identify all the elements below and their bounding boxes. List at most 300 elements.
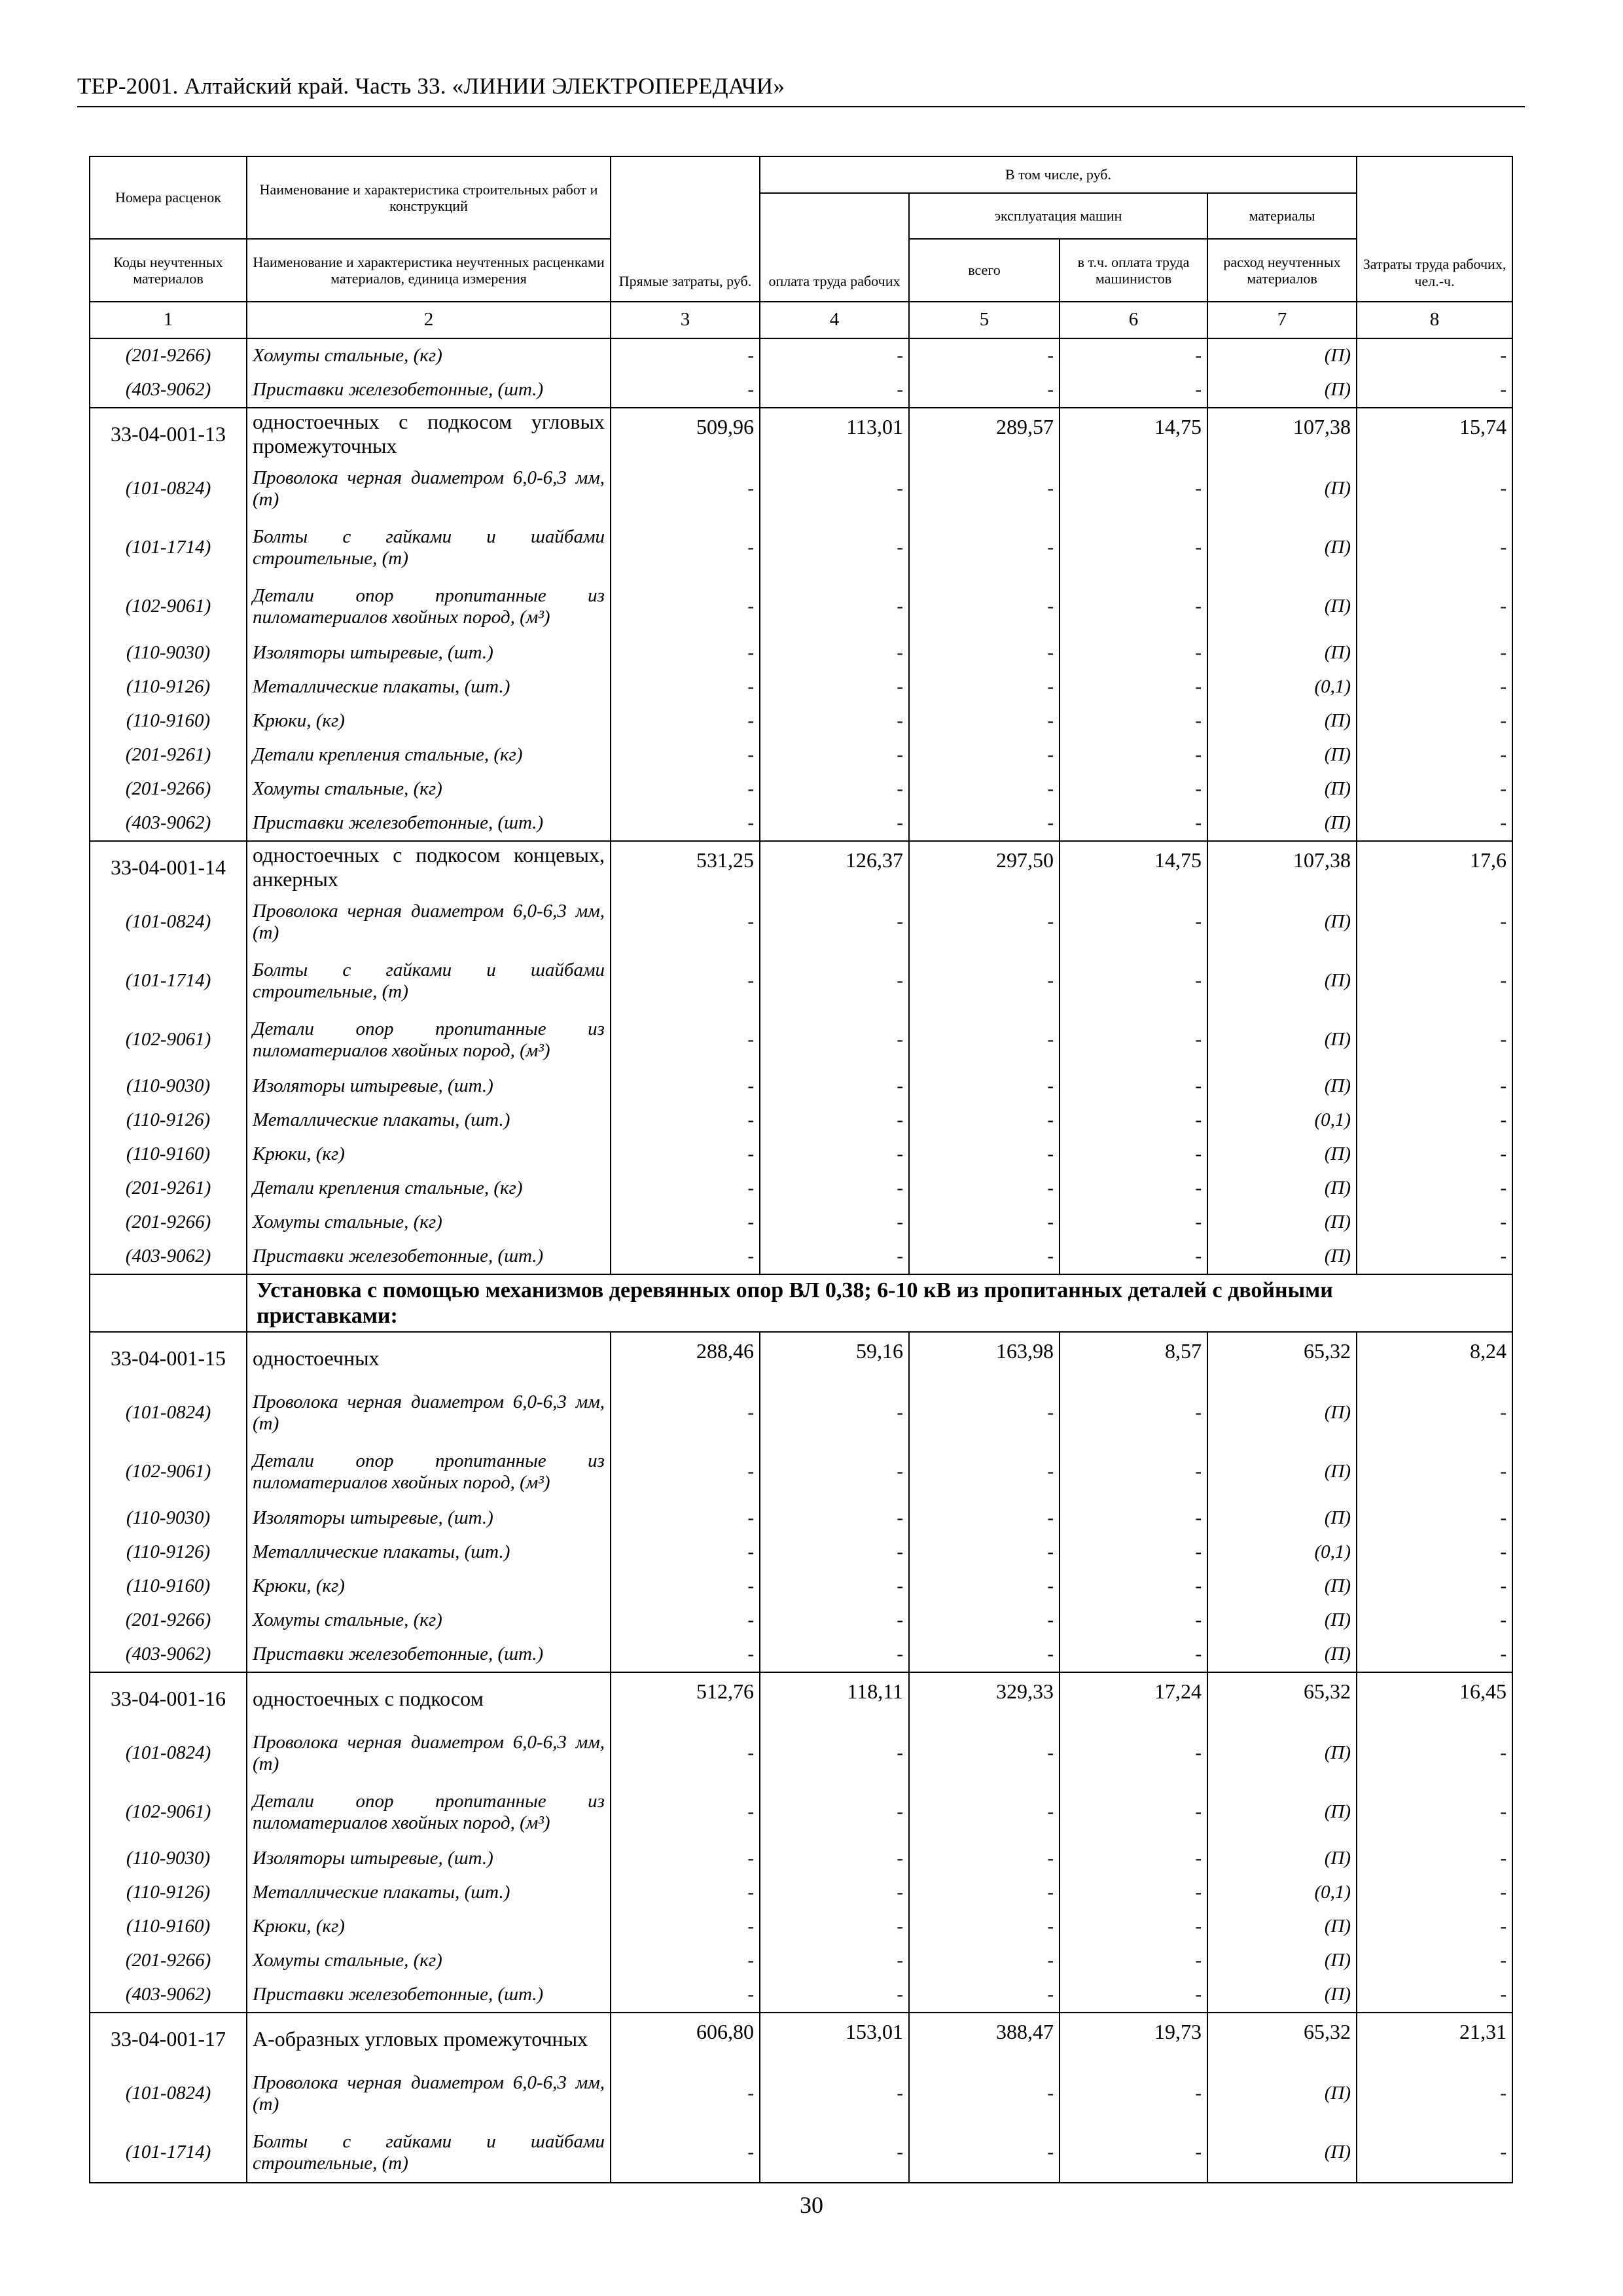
machines-cell: - [909, 1103, 1060, 1138]
materials-cell: (П) [1207, 893, 1357, 952]
wages-cell: 59,16 [760, 1332, 909, 1384]
material-name: Детали опор пропитанные из пиломатериалов хвойных пород, (м³) [247, 1783, 611, 1842]
labor-cell: - [1357, 1842, 1512, 1876]
wages-cell: - [760, 806, 909, 841]
machine-wages-cell: 17,24 [1060, 1672, 1207, 1724]
machines-cell: - [909, 1172, 1060, 1206]
direct-cost-cell: - [611, 1783, 760, 1842]
direct-cost-cell: - [611, 1384, 760, 1443]
material-code: (403-9062) [90, 806, 247, 841]
labor-cell: 8,24 [1357, 1332, 1512, 1384]
material-name: Болты с гайками и шайбами строительные, (т) [247, 952, 611, 1011]
labor-cell: - [1357, 1783, 1512, 1842]
material-row [90, 738, 1512, 772]
labor-cell: - [1357, 1876, 1512, 1910]
material-name: Приставки железобетонные, (шт.) [247, 1978, 611, 2013]
material-row [90, 459, 1512, 518]
materials-cell: (П) [1207, 1172, 1357, 1206]
machines-cell: - [909, 1842, 1060, 1876]
machines-cell: - [909, 772, 1060, 806]
labor-cell: - [1357, 1724, 1512, 1783]
materials-cell: (П) [1207, 459, 1357, 518]
machine-wages-cell: - [1060, 952, 1207, 1011]
machines-cell: - [909, 1501, 1060, 1535]
machines-cell: - [909, 338, 1060, 373]
wages-cell: - [760, 952, 909, 1011]
wages-cell: 153,01 [760, 2013, 909, 2064]
material-code: (110-9030) [90, 636, 247, 670]
labor-cell: - [1357, 952, 1512, 1011]
machine-wages-cell: 14,75 [1060, 841, 1207, 893]
wages-cell: - [760, 1978, 909, 2013]
material-code: (102-9061) [90, 1011, 247, 1069]
machine-wages-cell: - [1060, 738, 1207, 772]
column-number: 7 [1207, 302, 1357, 338]
material-row [90, 1944, 1512, 1978]
rate-row [90, 1672, 1512, 1724]
column-number: 2 [247, 302, 611, 338]
materials-cell: (П) [1207, 2123, 1357, 2183]
wages-cell: - [760, 1638, 909, 1672]
wages-cell: - [760, 1206, 909, 1240]
material-code: (201-9261) [90, 1172, 247, 1206]
material-name: Хомуты стальные, (кг) [247, 772, 611, 806]
wages-cell: - [760, 373, 909, 408]
machine-wages-cell: 14,75 [1060, 408, 1207, 459]
direct-cost-cell: - [611, 1103, 760, 1138]
material-row [90, 1876, 1512, 1910]
direct-cost-cell: - [611, 1011, 760, 1069]
labor-cell: - [1357, 1570, 1512, 1604]
header-work-name: Наименование и характеристика строительных работ и конструкций [247, 156, 611, 239]
labor-cell: - [1357, 1240, 1512, 1274]
wages-cell: - [760, 1570, 909, 1604]
wages-cell: - [760, 1103, 909, 1138]
labor-cell: - [1357, 1501, 1512, 1535]
materials-cell: (П) [1207, 2064, 1357, 2123]
material-code: (201-9261) [90, 738, 247, 772]
material-row [90, 577, 1512, 636]
rate-row [90, 841, 1512, 893]
machine-wages-cell: - [1060, 1910, 1207, 1944]
materials-cell: (П) [1207, 577, 1357, 636]
materials-cell: (П) [1207, 1978, 1357, 2013]
labor-cell: 17,6 [1357, 841, 1512, 893]
materials-cell: 107,38 [1207, 841, 1357, 893]
machines-cell: - [909, 1384, 1060, 1443]
header-material-codes: Коды неучтенных материалов [90, 239, 247, 302]
direct-cost-cell: - [611, 1570, 760, 1604]
material-row [90, 670, 1512, 704]
wages-cell: - [760, 1724, 909, 1783]
machine-wages-cell: - [1060, 704, 1207, 738]
rate-name: одностоечных с подкосом угловых промежуточных [247, 408, 611, 459]
rate-row [90, 408, 1512, 459]
machine-wages-cell: - [1060, 670, 1207, 704]
labor-cell: - [1357, 1944, 1512, 1978]
labor-cell: - [1357, 670, 1512, 704]
direct-cost-cell: - [611, 1069, 760, 1103]
material-name: Болты с гайками и шайбами строительные, (т) [247, 518, 611, 577]
material-code: (201-9266) [90, 772, 247, 806]
wages-cell: - [760, 1172, 909, 1206]
wages-cell: - [760, 1138, 909, 1172]
machine-wages-cell: - [1060, 1172, 1207, 1206]
header-labor: Затраты труда рабочих, чел.-ч. [1357, 156, 1512, 302]
direct-cost-cell: - [611, 1978, 760, 2013]
material-name: Приставки железобетонные, (шт.) [247, 373, 611, 408]
material-row [90, 1384, 1512, 1443]
machines-cell: - [909, 1876, 1060, 1910]
materials-cell: (П) [1207, 1724, 1357, 1783]
column-number: 6 [1060, 302, 1207, 338]
labor-cell: 15,74 [1357, 408, 1512, 459]
material-name: Проволока черная диаметром 6,0-6,3 мм, (т) [247, 2064, 611, 2123]
machines-cell: 388,47 [909, 2013, 1060, 2064]
column-number: 1 [90, 302, 247, 338]
material-row [90, 806, 1512, 841]
material-code: (403-9062) [90, 1240, 247, 1274]
material-code: (110-9126) [90, 1103, 247, 1138]
machine-wages-cell: - [1060, 1103, 1207, 1138]
machines-cell: - [909, 1069, 1060, 1103]
materials-cell: (П) [1207, 373, 1357, 408]
labor-cell: - [1357, 1535, 1512, 1570]
machine-wages-cell: - [1060, 1570, 1207, 1604]
material-name: Приставки железобетонные, (шт.) [247, 1240, 611, 1274]
material-row [90, 772, 1512, 806]
machine-wages-cell: - [1060, 1944, 1207, 1978]
rates-table [89, 156, 1513, 2183]
labor-cell: - [1357, 1172, 1512, 1206]
material-code: (110-9030) [90, 1501, 247, 1535]
wages-cell: - [760, 1944, 909, 1978]
material-code: (110-9030) [90, 1069, 247, 1103]
machine-wages-cell: - [1060, 2064, 1207, 2123]
material-code: (403-9062) [90, 1978, 247, 2013]
direct-cost-cell: - [611, 1443, 760, 1501]
material-name: Проволока черная диаметром 6,0-6,3 мм, (т) [247, 1724, 611, 1783]
machines-cell: - [909, 2123, 1060, 2183]
machines-cell: - [909, 1604, 1060, 1638]
material-row [90, 373, 1512, 408]
material-row [90, 1978, 1512, 2013]
wages-cell: 113,01 [760, 408, 909, 459]
labor-cell: - [1357, 518, 1512, 577]
materials-cell: (П) [1207, 636, 1357, 670]
direct-cost-cell: - [611, 1206, 760, 1240]
materials-cell: (П) [1207, 1069, 1357, 1103]
labor-cell: - [1357, 2064, 1512, 2123]
labor-cell: - [1357, 338, 1512, 373]
materials-cell: (П) [1207, 1206, 1357, 1240]
materials-cell: (П) [1207, 1138, 1357, 1172]
machine-wages-cell: - [1060, 1535, 1207, 1570]
labor-cell: - [1357, 2123, 1512, 2183]
machine-wages-cell: - [1060, 1638, 1207, 1672]
materials-cell: (0,1) [1207, 1876, 1357, 1910]
wages-cell: - [760, 2064, 909, 2123]
material-row [90, 1842, 1512, 1876]
machines-cell: - [909, 1570, 1060, 1604]
machine-wages-cell: - [1060, 459, 1207, 518]
materials-cell: (П) [1207, 1501, 1357, 1535]
wages-cell: - [760, 2123, 909, 2183]
materials-cell: (П) [1207, 772, 1357, 806]
direct-cost-cell: 606,80 [611, 2013, 760, 2064]
wages-cell: - [760, 1069, 909, 1103]
materials-cell: 65,32 [1207, 1332, 1357, 1384]
direct-cost-cell: - [611, 1944, 760, 1978]
machine-wages-cell: - [1060, 1240, 1207, 1274]
labor-cell: - [1357, 1384, 1512, 1443]
labor-cell: - [1357, 1910, 1512, 1944]
material-code: (101-1714) [90, 2123, 247, 2183]
material-row [90, 704, 1512, 738]
materials-cell: (П) [1207, 1570, 1357, 1604]
rate-name: одностоечных с подкосом [247, 1672, 611, 1724]
running-head: ТЕР-2001. Алтайский край. Часть 33. «ЛИНИИ ЭЛЕКТРОПЕРЕДАЧИ» [77, 73, 785, 99]
labor-cell: - [1357, 1604, 1512, 1638]
materials-cell: (П) [1207, 1011, 1357, 1069]
machines-cell: - [909, 1910, 1060, 1944]
material-row [90, 1103, 1512, 1138]
machine-wages-cell: - [1060, 636, 1207, 670]
material-name: Детали опор пропитанные из пиломатериалов хвойных пород, (м³) [247, 1443, 611, 1501]
material-name: Хомуты стальные, (кг) [247, 1944, 611, 1978]
direct-cost-cell: - [611, 738, 760, 772]
material-row [90, 1535, 1512, 1570]
machines-cell: 297,50 [909, 841, 1060, 893]
machine-wages-cell: - [1060, 893, 1207, 952]
material-code: (101-0824) [90, 893, 247, 952]
materials-cell: (П) [1207, 338, 1357, 373]
wages-cell: - [760, 1910, 909, 1944]
material-row [90, 893, 1512, 952]
material-row [90, 1240, 1512, 1274]
material-row [90, 1910, 1512, 1944]
wages-cell: - [760, 1501, 909, 1535]
wages-cell: 126,37 [760, 841, 909, 893]
material-code: (201-9266) [90, 1944, 247, 1978]
labor-cell: - [1357, 893, 1512, 952]
section-heading: Установка с помощью механизмов деревянных опор ВЛ 0,38; 6-10 кВ из пропитанных деталей с двойными приставками: [247, 1274, 1512, 1332]
wages-cell: - [760, 1876, 909, 1910]
material-code: (102-9061) [90, 577, 247, 636]
labor-cell: 21,31 [1357, 2013, 1512, 2064]
material-name: Хомуты стальные, (кг) [247, 1206, 611, 1240]
labor-cell: - [1357, 1206, 1512, 1240]
material-code: (102-9061) [90, 1443, 247, 1501]
direct-cost-cell: - [611, 577, 760, 636]
header-machine-operation: эксплуатация машин [909, 193, 1207, 239]
rate-name: одностоечных [247, 1332, 611, 1384]
material-name: Металлические плакаты, (шт.) [247, 1876, 611, 1910]
material-code: (201-9266) [90, 338, 247, 373]
material-row [90, 338, 1512, 373]
direct-cost-cell: - [611, 670, 760, 704]
direct-cost-cell: - [611, 2064, 760, 2123]
rate-code: 33-04-001-13 [90, 408, 247, 459]
labor-cell: - [1357, 1443, 1512, 1501]
wages-cell: - [760, 772, 909, 806]
material-code: (102-9061) [90, 1783, 247, 1842]
material-code: (110-9160) [90, 1138, 247, 1172]
machine-wages-cell: - [1060, 1724, 1207, 1783]
page-number: 30 [800, 2192, 823, 2218]
machines-cell: - [909, 952, 1060, 1011]
machines-cell: - [909, 577, 1060, 636]
material-name: Металлические плакаты, (шт.) [247, 1535, 611, 1570]
machines-cell: - [909, 518, 1060, 577]
header-materials: материалы [1207, 193, 1357, 239]
labor-cell: - [1357, 459, 1512, 518]
materials-cell: (П) [1207, 738, 1357, 772]
machine-wages-cell: - [1060, 772, 1207, 806]
material-name: Болты с гайками и шайбами строительные, (т) [247, 2123, 611, 2183]
labor-cell: - [1357, 1103, 1512, 1138]
rate-code: 33-04-001-16 [90, 1672, 247, 1724]
machines-cell: - [909, 1443, 1060, 1501]
header-machine-wages: в т.ч. оплата труда машинистов [1060, 239, 1207, 302]
material-code: (101-0824) [90, 2064, 247, 2123]
material-name: Крюки, (кг) [247, 1138, 611, 1172]
direct-cost-cell: - [611, 1604, 760, 1638]
material-row [90, 2064, 1512, 2123]
material-code: (101-1714) [90, 518, 247, 577]
machine-wages-cell: - [1060, 1978, 1207, 2013]
direct-cost-cell: - [611, 1240, 760, 1274]
labor-cell: - [1357, 1978, 1512, 2013]
wages-cell: - [760, 1604, 909, 1638]
material-code: (110-9160) [90, 1910, 247, 1944]
direct-cost-cell: - [611, 1842, 760, 1876]
material-row [90, 1570, 1512, 1604]
materials-cell: (П) [1207, 1384, 1357, 1443]
materials-cell: 65,32 [1207, 2013, 1357, 2064]
column-number: 3 [611, 302, 760, 338]
direct-cost-cell: - [611, 373, 760, 408]
wages-cell: - [760, 704, 909, 738]
direct-cost-cell: - [611, 2123, 760, 2183]
material-row [90, 1206, 1512, 1240]
machine-wages-cell: - [1060, 1842, 1207, 1876]
labor-cell: - [1357, 704, 1512, 738]
wages-cell: - [760, 670, 909, 704]
materials-cell: (П) [1207, 1240, 1357, 1274]
header-machine-total: всего [909, 239, 1060, 302]
table-header [90, 156, 1512, 338]
material-name: Изоляторы штыревые, (шт.) [247, 1069, 611, 1103]
labor-cell: - [1357, 772, 1512, 806]
header-including: В том числе, руб. [760, 156, 1357, 193]
wages-cell: - [760, 1535, 909, 1570]
wages-cell: - [760, 459, 909, 518]
machines-cell: - [909, 1944, 1060, 1978]
machine-wages-cell: - [1060, 1069, 1207, 1103]
direct-cost-cell: - [611, 459, 760, 518]
material-row [90, 518, 1512, 577]
section-heading-row [90, 1274, 1512, 1332]
direct-cost-cell: - [611, 1638, 760, 1672]
materials-cell: (0,1) [1207, 1535, 1357, 1570]
header-direct-costs: Прямые затраты, руб. [611, 156, 760, 302]
material-name: Проволока черная диаметром 6,0-6,3 мм, (т) [247, 1384, 611, 1443]
material-name: Проволока черная диаметром 6,0-6,3 мм, (т) [247, 459, 611, 518]
direct-cost-cell: - [611, 893, 760, 952]
material-row [90, 2123, 1512, 2183]
machines-cell: - [909, 1011, 1060, 1069]
wages-cell: - [760, 1384, 909, 1443]
material-name: Крюки, (кг) [247, 1910, 611, 1944]
direct-cost-cell: - [611, 518, 760, 577]
material-code: (110-9126) [90, 670, 247, 704]
machine-wages-cell: - [1060, 2123, 1207, 2183]
material-name: Хомуты стальные, (кг) [247, 1604, 611, 1638]
material-code: (201-9266) [90, 1604, 247, 1638]
material-name: Приставки железобетонные, (шт.) [247, 1638, 611, 1672]
material-row [90, 1069, 1512, 1103]
material-code: (403-9062) [90, 373, 247, 408]
material-row [90, 636, 1512, 670]
direct-cost-cell: - [611, 1910, 760, 1944]
material-code: (101-0824) [90, 459, 247, 518]
wages-cell: - [760, 1011, 909, 1069]
header-materials-consumption: расход неучтенных материалов [1207, 239, 1357, 302]
materials-cell: 107,38 [1207, 408, 1357, 459]
machines-cell: - [909, 704, 1060, 738]
machines-cell: - [909, 670, 1060, 704]
machine-wages-cell: - [1060, 518, 1207, 577]
material-row [90, 1783, 1512, 1842]
material-name: Металлические плакаты, (шт.) [247, 1103, 611, 1138]
wages-cell: - [760, 1240, 909, 1274]
material-name: Детали крепления стальные, (кг) [247, 738, 611, 772]
materials-cell: (П) [1207, 518, 1357, 577]
rate-code: 33-04-001-15 [90, 1332, 247, 1384]
machine-wages-cell: - [1060, 577, 1207, 636]
machine-wages-cell: - [1060, 1501, 1207, 1535]
machines-cell: 329,33 [909, 1672, 1060, 1724]
direct-cost-cell: - [611, 1501, 760, 1535]
machine-wages-cell: - [1060, 1011, 1207, 1069]
machine-wages-cell: - [1060, 1783, 1207, 1842]
direct-cost-cell: - [611, 772, 760, 806]
materials-cell: (П) [1207, 1443, 1357, 1501]
direct-cost-cell: 509,96 [611, 408, 760, 459]
section-code-cell [90, 1274, 247, 1332]
direct-cost-cell: - [611, 338, 760, 373]
machines-cell: - [909, 738, 1060, 772]
materials-cell: (П) [1207, 1604, 1357, 1638]
rate-name: одностоечных с подкосом концевых, анкерных [247, 841, 611, 893]
material-row [90, 1172, 1512, 1206]
wages-cell: - [760, 1783, 909, 1842]
material-row [90, 1604, 1512, 1638]
material-code: (110-9126) [90, 1535, 247, 1570]
material-name: Крюки, (кг) [247, 1570, 611, 1604]
material-name: Изоляторы штыревые, (шт.) [247, 1501, 611, 1535]
rate-row [90, 2013, 1512, 2064]
machine-wages-cell: 8,57 [1060, 1332, 1207, 1384]
machines-cell: - [909, 1724, 1060, 1783]
machines-cell: - [909, 806, 1060, 841]
materials-cell: (П) [1207, 704, 1357, 738]
table-body [90, 338, 1512, 2183]
material-code: (110-9030) [90, 1842, 247, 1876]
material-row [90, 1011, 1512, 1069]
material-name: Изоляторы штыревые, (шт.) [247, 1842, 611, 1876]
